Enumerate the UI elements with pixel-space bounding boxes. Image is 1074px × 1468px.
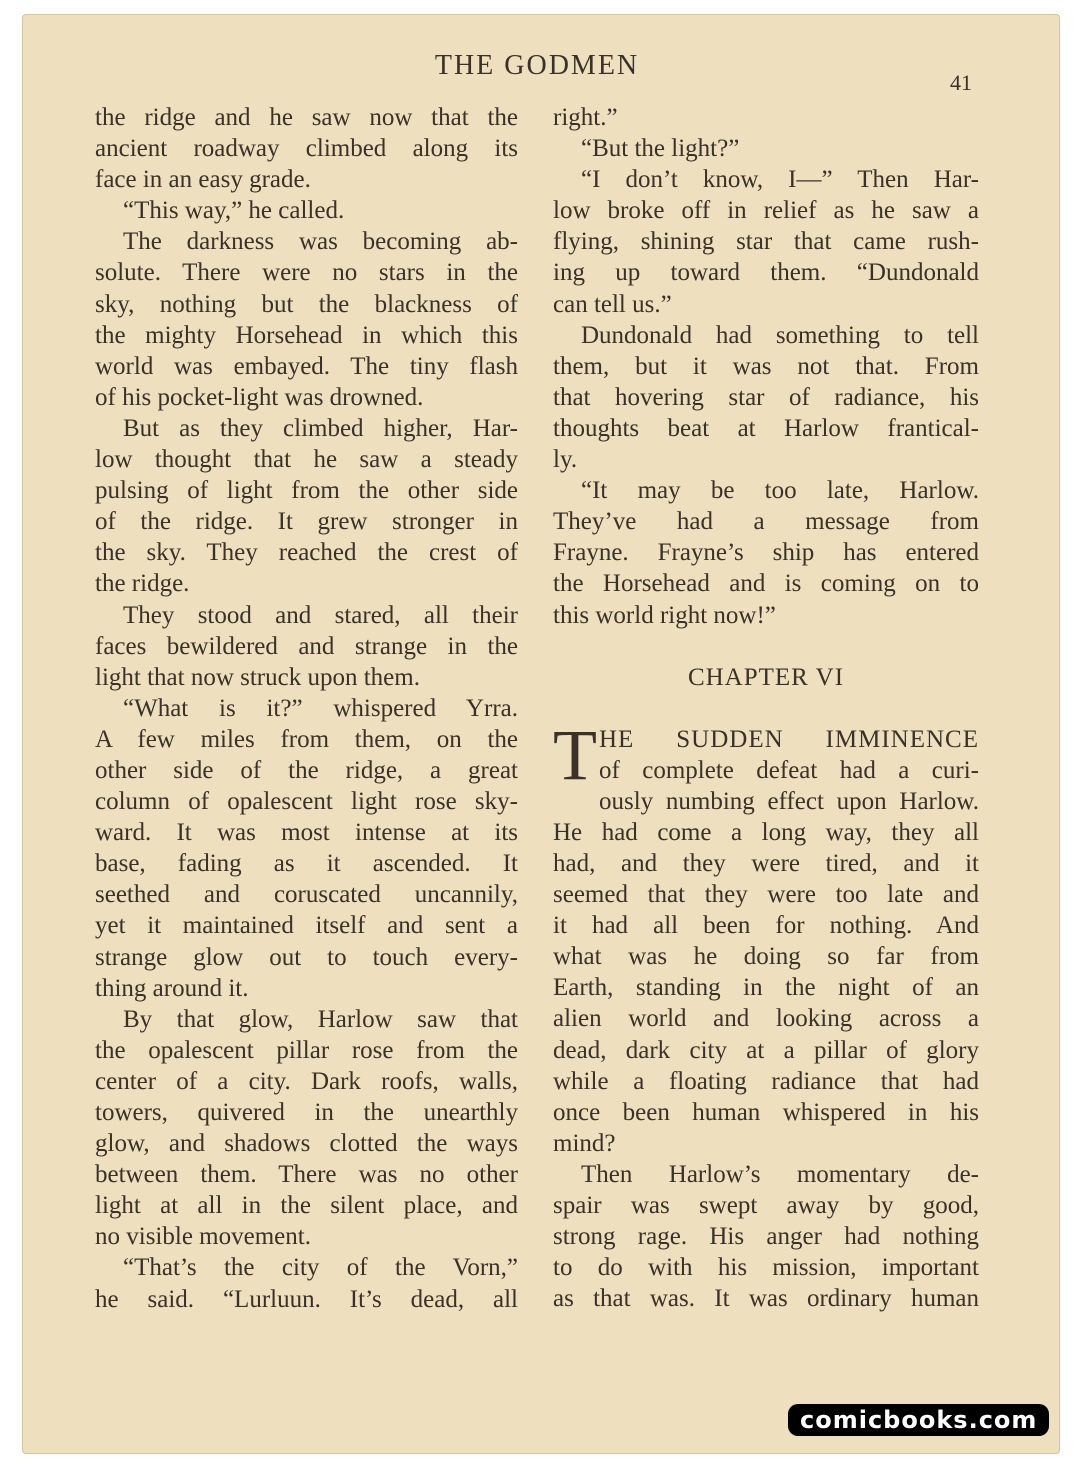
text-line: glow, and shadows clotted the ways [95, 1130, 518, 1158]
text-line: of his pocket-light was drowned. [95, 383, 424, 411]
text-line: strange glow out to touch every- [95, 943, 518, 971]
text-line: ancient roadway climbed along its [95, 135, 518, 163]
chapter-opening [553, 714, 979, 795]
text-line: seemed that they were too late and [553, 881, 979, 909]
text-line: solute. There were no stars in the [95, 259, 518, 287]
text-line: “I don’t know, I—” Then Har- [581, 166, 979, 194]
text-line: between them. There was no other [95, 1161, 518, 1189]
chapter-first-line: HE SUDDEN IMMINENCE [599, 725, 979, 753]
text-line: yet it maintained itself and sent a [95, 912, 518, 940]
text-line: But as they climbed higher, Har- [123, 414, 518, 442]
text-line: other side of the ridge, a great [95, 756, 518, 784]
text-line: the ridge. [95, 570, 190, 598]
text-line: alien world and looking across a [553, 1005, 979, 1033]
text-line: He had come a long way, they all [553, 818, 979, 846]
text-line: towers, quivered in the unearthly [95, 1099, 518, 1126]
text-line: the Horsehead and is coming on to [553, 570, 979, 598]
text-line: “That’s the city of the Vorn,” [123, 1254, 518, 1282]
page-number: 41 [950, 70, 972, 95]
text-line: it had all been for nothing. And [553, 912, 979, 940]
text-line: column of opalescent light rose sky- [95, 788, 518, 816]
text-line: faces bewildered and strange in the [95, 632, 518, 660]
text-line: Earth, standing in the night of an [553, 974, 979, 1002]
text-line: ly. [553, 446, 578, 474]
text-line: while a floating radiance that had [553, 1067, 979, 1095]
text-line: “But the light?” [581, 135, 740, 163]
text-line: light that now struck upon them. [95, 663, 420, 691]
chapter-heading: CHAPTER VI [687, 663, 845, 691]
text-line: ously numbing effect upon Harlow. [599, 787, 979, 815]
text-line: flying, shining star that came rush- [553, 228, 979, 256]
text-line: as that was. It was ordinary human [553, 1285, 979, 1313]
text-line: this world right now!” [553, 601, 776, 629]
text-line: mind? [553, 1129, 616, 1157]
left-text-column [95, 102, 518, 1315]
text-line: seethed and coruscated uncannily, [95, 881, 518, 909]
text-line: By that glow, Harlow saw that [123, 1005, 518, 1033]
right-column-top-text [553, 102, 979, 631]
text-line: “What is it?” whispered Yrra. [123, 694, 518, 722]
text-line: Frayne. Frayne’s ship has entered [553, 539, 979, 567]
drop-cap-letter: T [553, 714, 597, 795]
text-line: once been human whispered in his [553, 1098, 979, 1126]
text-line: the sky. They reached the crest of [95, 539, 518, 567]
text-line: They stood and stared, all their [123, 601, 518, 629]
text-line: ward. It was most intense at its [95, 819, 518, 847]
text-line: the ridge and he saw now that the [95, 104, 518, 131]
text-line: sky, nothing but the blackness of [95, 290, 518, 318]
text-line: had, and they were tired, and it [553, 849, 979, 877]
chapter-second-line: of complete defeat had a curi- [599, 756, 979, 784]
text-line: them, but it was not that. From [553, 352, 979, 380]
text-line: thing around it. [95, 974, 249, 1002]
site-watermark: comicbooks.com [788, 1404, 1049, 1436]
text-line: “It may be too late, Harlow. [581, 477, 979, 505]
text-line: face in an easy grade. [95, 166, 311, 194]
text-line: no visible movement. [95, 1223, 311, 1251]
text-line: Then Harlow’s momentary de- [581, 1160, 979, 1188]
text-line: of the ridge. It grew stronger in [95, 508, 518, 536]
text-line: ing up toward them. “Dundonald [553, 259, 979, 287]
text-line: the opalescent pillar rose from the [95, 1036, 518, 1064]
text-line: right.” [553, 104, 618, 131]
right-column-bottom-text [553, 786, 979, 1315]
text-line: thoughts beat at Harlow frantical- [553, 414, 979, 442]
text-line: A few miles from them, on the [95, 725, 518, 753]
text-line: They’ve had a message from [553, 508, 979, 536]
text-line: low broke off in relief as he saw a [553, 197, 979, 225]
text-line: dead, dark city at a pillar of glory [553, 1036, 979, 1064]
text-line: to do with his mission, important [553, 1254, 979, 1282]
text-line: spair was swept away by good, [553, 1192, 979, 1219]
text-line: Dundonald had something to tell [581, 321, 979, 349]
running-header: THE GODMEN [434, 50, 640, 81]
text-line: world was embayed. The tiny flash [95, 352, 518, 380]
text-line: what was he doing so far from [553, 943, 979, 971]
text-line: base, fading as it ascended. It [95, 850, 518, 878]
text-line: low thought that he saw a steady [95, 446, 518, 474]
text-line: pulsing of light from the other side [95, 477, 518, 505]
text-line: he said. “Lurluun. It’s dead, all [95, 1285, 518, 1313]
text-line: light at all in the silent place, and [95, 1192, 518, 1220]
text-line: “This way,” he called. [123, 197, 345, 225]
text-line: the mighty Horsehead in which this [95, 321, 518, 349]
text-line: center of a city. Dark roofs, walls, [95, 1067, 518, 1095]
right-text-column [553, 102, 979, 1314]
text-line: strong rage. His anger had nothing [553, 1223, 979, 1251]
text-line: can tell us.” [553, 290, 672, 318]
text-line: that hovering star of radiance, his [553, 383, 979, 411]
text-line: The darkness was becoming ab- [123, 228, 518, 256]
